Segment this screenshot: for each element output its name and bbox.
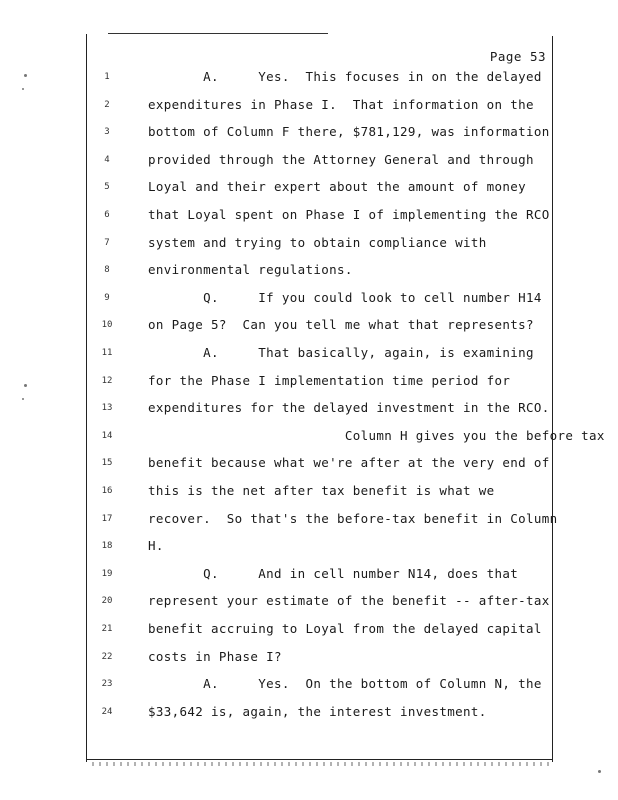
line-number: 21 — [101, 624, 113, 634]
line-text: Q. If you could look to cell number H14 — [148, 289, 542, 305]
line-text: recover. So that's the before-tax benefit in Column — [148, 510, 558, 526]
transcript-line — [0, 538, 618, 558]
line-text: A. Yes. This focuses in on the delayed — [148, 69, 542, 84]
transcript-line — [0, 704, 618, 724]
transcript-line — [0, 290, 618, 310]
transcript-line — [0, 428, 618, 448]
line-number: 3 — [104, 127, 110, 138]
transcript-line — [0, 373, 618, 393]
line-number: 13 — [101, 403, 113, 414]
transcript-line — [0, 317, 618, 337]
line-text: this is the net after tax benefit is what we — [148, 483, 495, 498]
line-text: expenditures for the delayed investment in the RCO. — [148, 400, 550, 416]
line-number: 5 — [104, 182, 110, 193]
transcript-line — [0, 593, 618, 613]
line-text: $33,642 is, again, the interest investment. — [148, 703, 487, 719]
line-text: provided through the Attorney General and through — [148, 151, 534, 167]
transcript-line — [0, 262, 618, 282]
line-number: 7 — [104, 237, 110, 248]
line-text: that Loyal spent on Phase I of implementing the RCO — [148, 207, 550, 222]
line-text: A. That basically, again, is examining — [148, 345, 534, 360]
scan-artifact — [92, 762, 552, 766]
line-text: environmental regulations. — [148, 262, 353, 278]
line-text: Q. And in cell number N14, does that — [148, 565, 519, 581]
line-number: 10 — [101, 320, 113, 331]
line-text: H. — [148, 538, 164, 554]
page-number: Page 53 — [489, 49, 546, 64]
transcript-line — [0, 345, 618, 365]
line-number: 8 — [104, 265, 110, 276]
line-number: 20 — [101, 596, 113, 607]
line-text: Loyal and their expert about the amount of money — [148, 179, 527, 195]
line-number: 19 — [101, 568, 113, 579]
line-number: 2 — [104, 99, 110, 110]
transcript-line — [0, 483, 618, 503]
line-text: represent your estimate of the benefit -- after-tax — [148, 593, 550, 609]
line-text: benefit because what we're after at the very end of — [148, 455, 550, 471]
transcript-line — [0, 97, 618, 117]
line-number: 15 — [101, 458, 113, 469]
line-number: 22 — [101, 651, 113, 662]
line-number: 9 — [104, 292, 110, 303]
transcript-line — [0, 566, 618, 586]
line-text: Column H gives you the before tax — [148, 427, 605, 443]
line-number: 14 — [101, 430, 113, 441]
line-text: on Page 5? Can you tell me what that represents? — [148, 317, 534, 333]
transcript-line — [0, 235, 618, 255]
line-number: 23 — [101, 679, 113, 690]
scan-speck — [598, 770, 601, 773]
line-text: expenditures in Phase I. That information on the — [148, 96, 534, 112]
line-text: for the Phase I implementation time period for — [148, 372, 511, 388]
transcript-line — [0, 207, 618, 227]
top-rule — [108, 33, 328, 34]
line-text: bottom of Column F there, $781,129, was information — [148, 124, 550, 140]
transcript-line — [0, 455, 618, 475]
line-number: 6 — [104, 210, 110, 220]
transcript-line — [0, 400, 618, 420]
transcript-line — [0, 124, 618, 144]
transcript-line — [0, 152, 618, 172]
line-text: A. Yes. On the bottom of Column N, the — [148, 676, 542, 692]
transcript-line — [0, 621, 618, 641]
transcript-line — [0, 676, 618, 696]
line-number: 11 — [101, 348, 113, 358]
line-number: 1 — [104, 72, 110, 82]
line-number: 17 — [101, 513, 113, 524]
transcript-line — [0, 69, 618, 89]
line-text: costs in Phase I? — [148, 648, 282, 664]
bottom-rule — [86, 759, 552, 760]
transcript-line — [0, 649, 618, 669]
line-text: system and trying to obtain compliance with — [148, 234, 487, 250]
line-number: 18 — [101, 541, 113, 552]
line-number: 12 — [101, 375, 113, 386]
transcript-line — [0, 511, 618, 531]
line-text: benefit accruing to Loyal from the delayed capital — [148, 621, 542, 636]
transcript-line — [0, 179, 618, 199]
line-number: 16 — [101, 486, 113, 496]
line-number: 24 — [101, 706, 113, 717]
line-number: 4 — [104, 154, 110, 165]
